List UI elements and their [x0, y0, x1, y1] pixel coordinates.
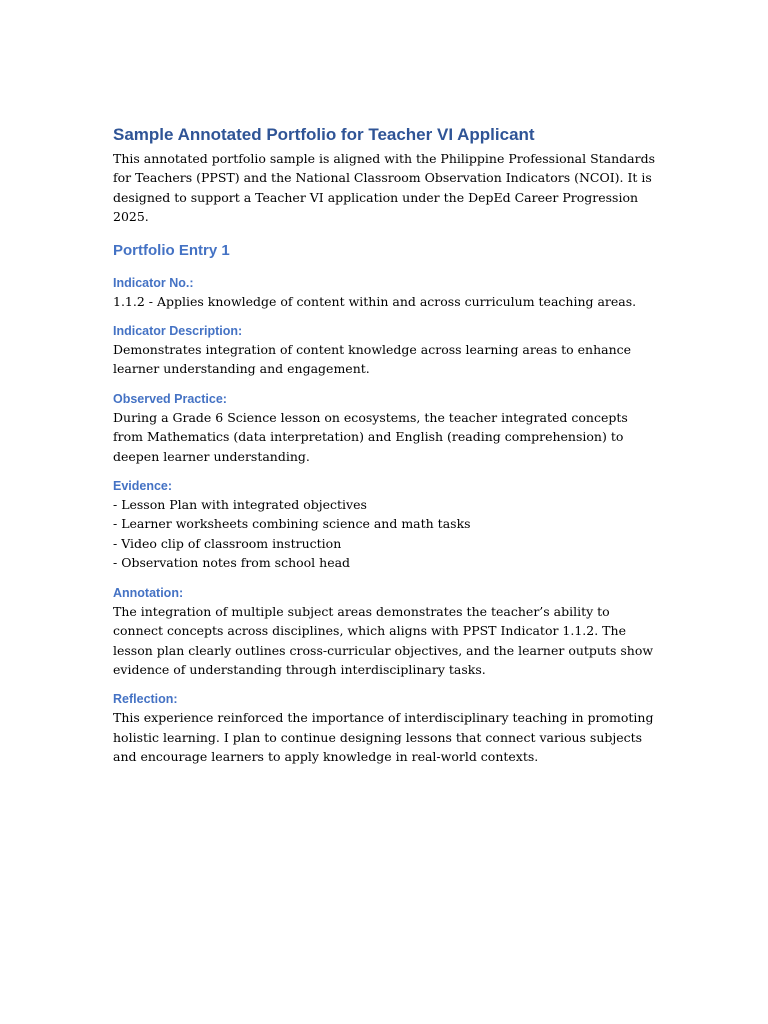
evidence-item: - Video clip of classroom instruction	[113, 535, 342, 551]
evidence-section	[113, 478, 658, 573]
annotation-value: The integration of multiple subject areas demonstrates the teacher’s ability to connect concepts across disciplines, which aligns with PPST Indicator 1.1.2. The lesson plan clearly outlines cross-curricular objectives, and the learner outputs show evidence of understanding through interdisciplinary tasks.	[113, 603, 654, 677]
document-page	[113, 124, 658, 767]
evidence-item: - Lesson Plan with integrated objectives	[113, 497, 367, 513]
indicator-no-label: Indicator No.:	[113, 275, 194, 290]
indicator-description-label: Indicator Description:	[113, 324, 243, 339]
evidence-list	[113, 495, 658, 573]
reflection-label: Reflection:	[113, 692, 178, 707]
reflection-value: This experience reinforced the importance of interdisciplinary teaching in promoting holistic learning. I plan to continue designing lessons that connect various subjects and encourage learners to apply knowledge in real-world contexts.	[113, 710, 654, 765]
reflection-section	[113, 691, 658, 766]
evidence-label: Evidence:	[113, 479, 173, 494]
evidence-item: - Observation notes from school head	[113, 555, 351, 571]
observed-practice-section	[113, 391, 658, 466]
indicator-no-value: 1.1.2 - Applies knowledge of content within and across curriculum teaching areas.	[113, 293, 637, 309]
annotation-label: Annotation:	[113, 585, 184, 600]
document-title: Sample Annotated Portfolio for Teacher VI Applicant	[113, 125, 535, 144]
evidence-item: - Learner worksheets combining science and math tasks	[113, 516, 471, 532]
indicator-description-value: Demonstrates integration of content knowledge across learning areas to enhance learner understanding and engagement.	[113, 342, 632, 377]
indicator-no-section	[113, 275, 658, 311]
observed-practice-label: Observed Practice:	[113, 391, 227, 406]
portfolio-entry-heading: Portfolio Entry 1	[113, 241, 230, 259]
indicator-description-section	[113, 323, 658, 379]
observed-practice-value: During a Grade 6 Science lesson on ecosystems, the teacher integrated concepts from Mathematics (data interpretation) and English (reading comprehension) to deepen learner understanding.	[113, 409, 628, 464]
annotation-section	[113, 585, 658, 680]
intro-paragraph: This annotated portfolio sample is aligned with the Philippine Professional Standards for Teachers (PPST) and the National Classroom Observation Indicators (NCOI). It is designed to support a Teacher VI application under the DepEd Career Progression 2025.	[113, 151, 656, 225]
